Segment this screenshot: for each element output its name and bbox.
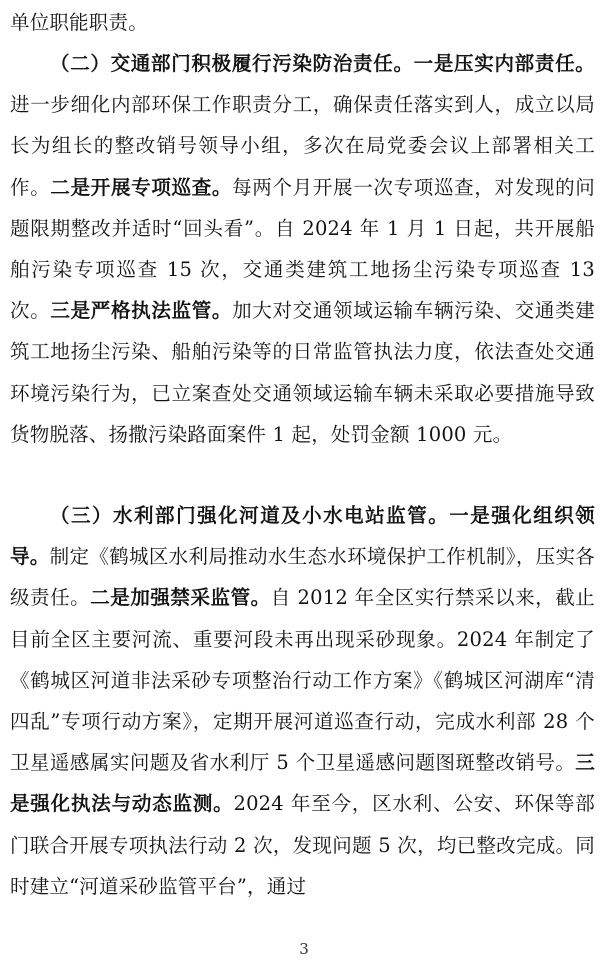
section-two-heading: （二）交通部门积极履行污染防治责任。	[50, 52, 414, 75]
section-two-paragraph	[10, 43, 595, 455]
section-two-point3-label: 三是严格执法监管。	[50, 299, 233, 323]
section-three-body	[10, 495, 595, 907]
section-three-point1-label: 一是强化组织领导。	[10, 504, 595, 569]
continuation-paragraph	[10, 2, 595, 43]
section-two-point1-text: 进一步细化内部环保工作职责分工，确保责任落实到人，成立以局长为组长的整改销号领导小组，多次在局党委会议上部署相关工作。	[10, 93, 595, 199]
section-three-heading: （三）水利部门强化河道及小水电站监管。	[50, 504, 450, 527]
section-two-point1-label: 一是压实内部责任。	[413, 52, 595, 75]
section-two-point2-text: 每两个月开展一次专项巡查，对发现的问题限期整改并适时“回头看”。自 2024 年 1 月 1 日起，共开展船舶污染专项巡查 15 次，交通类建筑工地扬尘污染专项巡查 13 次。	[10, 175, 595, 323]
section-two-point2-label: 二是开展专项巡查。	[50, 175, 233, 199]
page-number: 3	[299, 940, 309, 958]
section-three-point3-text: 2024 年至今，区水利、公安、环保等部门联合开展专项执法行动 2 次，发现问题 5 次，均已整改完成。同时建立“河道采砂监管平台”，通过	[10, 792, 596, 898]
continuation-text: 单位职能职责。	[10, 11, 148, 34]
section-three-point2-label: 二是加强禁采监管。	[90, 586, 271, 610]
section-three-paragraph	[10, 495, 595, 907]
section-three-point3-label: 三是强化执法与动态监测。	[10, 751, 595, 816]
section-three-point1-text: 制定《鹤城区水利局推动水生态水环境保护工作机制》，压实各级责任。	[10, 545, 595, 610]
section-two-point3-text: 加大对交通领域运输车辆污染、交通类建筑工地扬尘污染、船舶污染等的日常监管执法力度，依法查处交通环境污染行为，已立案查处交通领域运输车辆未采取必要措施导致货物脱落、扬撒污染路面案件 1 起，处罚金额 1000 元。	[10, 299, 595, 446]
section-two-body	[10, 43, 595, 455]
section-three-point2-text: 自 2012 年全区实行禁采以来，截止目前全区主要河流、重要河段未再出现采砂现象。2024 年制定了《鹤城区河道非法采砂专项整治行动工作方案》《鹤城区河湖库“清四乱”专项行动方案》，定期开展河道巡查行动，完成水利部 28 个卫星遥感属实问题及省水利厅 5 个卫星遥感问题图斑整改销号。	[10, 586, 595, 775]
